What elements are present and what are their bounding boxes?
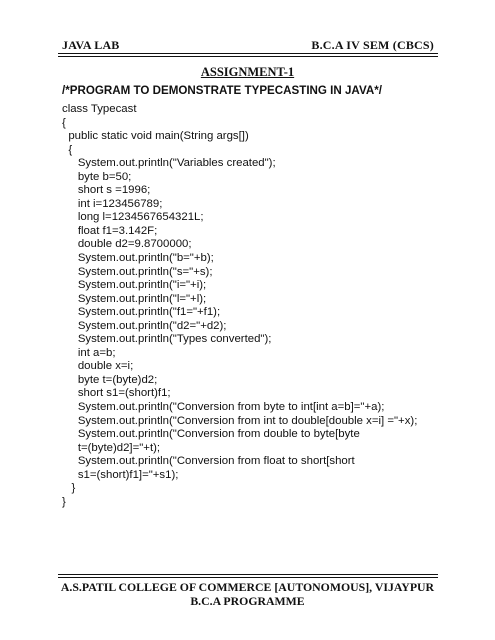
code-line: System.out.println("s="+s); bbox=[62, 265, 213, 278]
footer-programme: B.C.A PROGRAMME bbox=[190, 594, 305, 608]
footer-college: A.S.PATIL COLLEGE OF COMMERCE [AUTONOMOUS], VIJAYPUR bbox=[60, 580, 435, 594]
program-comment: /*PROGRAM TO DEMONSTRATE TYPECASTING IN JAVA*/ bbox=[62, 84, 382, 97]
code-line: System.out.println("Conversion from double to byte[byte bbox=[62, 428, 360, 441]
code-listing bbox=[62, 103, 417, 509]
code-line: System.out.println("Variables created"); bbox=[62, 157, 276, 170]
code-line: double d2=9.8700000; bbox=[62, 238, 192, 251]
code-line: System.out.println("b="+b); bbox=[62, 252, 214, 265]
code-line: short s1=(short)f1; bbox=[62, 387, 171, 400]
code-line: double x=i; bbox=[62, 360, 134, 373]
code-line: { bbox=[62, 116, 66, 129]
header-rule-thin bbox=[58, 56, 438, 57]
code-line: short s =1996; bbox=[62, 184, 151, 197]
footer-rule-thin bbox=[58, 577, 438, 578]
code-line: } bbox=[62, 482, 76, 495]
code-line: System.out.println("l="+l); bbox=[62, 292, 207, 305]
code-line: System.out.println("Conversion from int to double[double x=i] ="+x); bbox=[62, 414, 418, 427]
assignment-title: ASSIGNMENT-1 bbox=[200, 65, 295, 79]
header-course: JAVA LAB bbox=[62, 38, 120, 52]
code-line: float f1=3.142F; bbox=[62, 224, 158, 237]
code-line: System.out.println("Conversion from float to short[short bbox=[62, 455, 355, 468]
header-semester: B.C.A IV SEM (CBCS) bbox=[311, 38, 434, 52]
code-line: System.out.println("i="+i); bbox=[62, 279, 207, 292]
code-line: byte b=50; bbox=[62, 170, 132, 183]
footer-rule bbox=[58, 574, 438, 575]
code-line: int i=123456789; bbox=[62, 197, 163, 210]
code-line: s1=(short)f1]="+s1); bbox=[62, 468, 179, 481]
code-line: System.out.println("Types converted"); bbox=[62, 333, 272, 346]
code-line: t=(byte)d2]="+t); bbox=[62, 441, 161, 454]
code-line: int a=b; bbox=[62, 346, 116, 359]
code-line: byte t=(byte)d2; bbox=[62, 373, 158, 386]
code-line: System.out.println("f1="+f1); bbox=[62, 306, 221, 319]
code-line: { bbox=[62, 143, 73, 156]
code-line: long l=1234567654321L; bbox=[62, 211, 204, 224]
code-line: public static void main(String args[]) bbox=[62, 130, 249, 143]
header-rule bbox=[58, 53, 438, 54]
code-line: System.out.println("Conversion from byte to int[int a=b]="+a); bbox=[62, 401, 385, 414]
code-line: System.out.println("d2="+d2); bbox=[62, 319, 227, 332]
code-line: } bbox=[62, 495, 66, 508]
code-line: class Typecast bbox=[62, 103, 137, 115]
